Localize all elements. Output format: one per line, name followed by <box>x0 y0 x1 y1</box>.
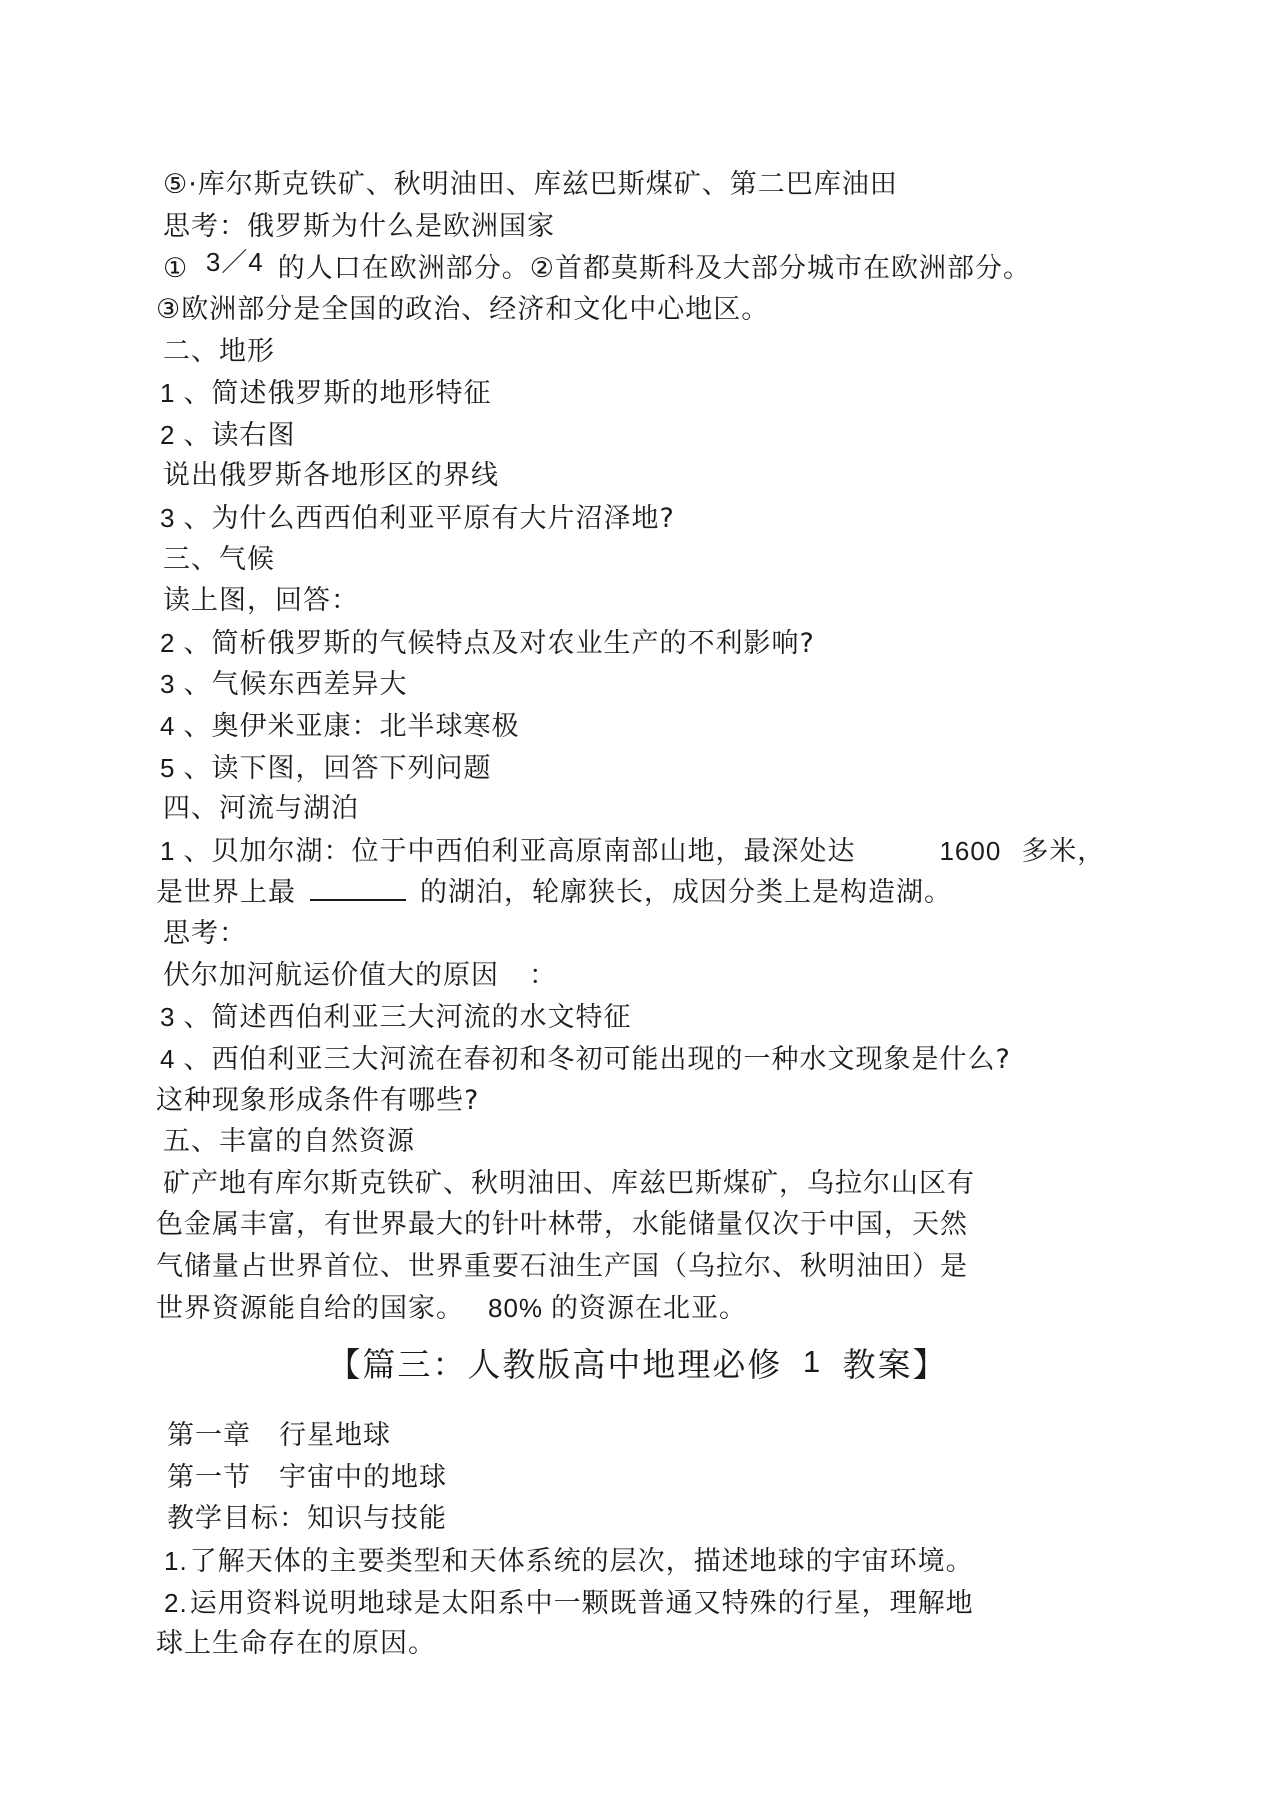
heading-number: 1 <box>802 1344 823 1379</box>
text-line <box>163 247 1031 286</box>
text: 三、气候 <box>163 544 275 575</box>
text: 是世界上最 <box>156 877 296 908</box>
section-heading <box>163 335 275 369</box>
text-line <box>160 751 491 786</box>
text: ： <box>529 960 557 991</box>
text: 的人口在欧洲部分。②首都莫斯科及大部分城市在欧洲部分。 <box>277 253 1031 284</box>
text-line <box>160 1000 631 1035</box>
item-number: 2. <box>164 1588 188 1618</box>
text: 球上生命存在的原因。 <box>156 1628 436 1659</box>
text-line <box>160 376 491 411</box>
text: 、为什么西西伯利亚平原有大片沼泽地? <box>183 503 675 534</box>
text-line <box>163 1167 975 1201</box>
text: 第一章 行星地球 <box>167 1420 391 1451</box>
item-number: 1 <box>160 378 176 408</box>
text: 、简述西伯利亚三大河流的水文特征 <box>183 1002 632 1033</box>
text: 说出俄罗斯各地形区的界线 <box>163 460 499 491</box>
text: 世界资源能自给的国家。 <box>156 1293 464 1324</box>
item-number: 5 <box>160 753 176 783</box>
text: 、简述俄罗斯的地形特征 <box>183 378 492 409</box>
text: 教学目标：知识与技能 <box>167 1503 447 1534</box>
text-line <box>160 1042 1011 1077</box>
text-line <box>164 1586 974 1621</box>
text: 气储量占世界首位、世界重要石油生产国（乌拉尔、秋明油田）是 <box>156 1251 968 1282</box>
text-line <box>163 168 898 202</box>
item-number: 4 <box>160 1044 176 1074</box>
item-number: 2 <box>160 420 176 450</box>
fill-blank <box>310 877 406 901</box>
item-number: 1 <box>160 836 176 866</box>
item-number: 2 <box>160 628 176 658</box>
text: 的资源在北亚。 <box>551 1293 748 1324</box>
text: 二、地形 <box>163 336 275 367</box>
text: 、读下图，回答下列问题 <box>183 753 492 784</box>
text-line <box>167 1502 447 1536</box>
text: 五、丰富的自然资源 <box>163 1126 415 1157</box>
text-line <box>156 1250 968 1284</box>
text-line <box>163 917 247 951</box>
text-line <box>156 1627 436 1661</box>
item-number: 3 <box>160 503 176 533</box>
text-line <box>164 1544 974 1579</box>
text-line <box>156 1291 747 1326</box>
item-number: 3 <box>160 1002 176 1032</box>
text-line <box>156 293 769 327</box>
text: 多米， <box>1021 836 1106 867</box>
section-title <box>167 1461 447 1495</box>
section-heading <box>163 792 359 826</box>
item-number: 4 <box>160 711 176 741</box>
text-line <box>160 418 295 453</box>
text: ③欧洲部分是全国的政治、经济和文化中心地区。 <box>156 294 770 325</box>
item-number: 3 <box>160 669 176 699</box>
text: ① <box>163 253 189 284</box>
text-line <box>160 709 519 744</box>
text-line <box>163 210 555 244</box>
text-line <box>160 501 675 536</box>
text: ⑤·库尔斯克铁矿、秋明油田、库兹巴斯煤矿、第二巴库油田 <box>163 169 898 200</box>
text-line <box>163 584 359 618</box>
text: 这种现象形成条件有哪些? <box>156 1085 480 1116</box>
heading-text: 【篇三：人教版高中地理必修 <box>327 1345 783 1384</box>
text: 、简析俄罗斯的气候特点及对农业生产的不利影响? <box>183 628 815 659</box>
heading-text: 教案】 <box>842 1345 948 1384</box>
text: 思考： <box>163 918 247 949</box>
text: 、西伯利亚三大河流在春初和冬初可能出现的一种水文现象是什么? <box>183 1044 1011 1075</box>
text-line <box>156 876 952 910</box>
text: 、贝加尔湖：位于中西伯利亚高原南部山地，最深处达 <box>183 836 856 867</box>
text: 、奥伊米亚康：北半球寒极 <box>183 711 520 742</box>
text-line <box>156 1084 479 1118</box>
section-heading <box>163 543 275 577</box>
text: 运用资料说明地球是太阳系中一颗既普通又特殊的行星，理解地 <box>189 1588 974 1619</box>
chapter-heading <box>0 1344 1275 1387</box>
section-heading <box>163 1125 415 1159</box>
text-line <box>163 959 557 993</box>
text-line <box>160 626 815 661</box>
text: 色金属丰富，有世界最大的针叶林带，水能储量仅次于中国，天然 <box>156 1209 968 1240</box>
chapter-title <box>167 1419 391 1453</box>
text: 、读右图 <box>183 420 296 451</box>
text: 四、河流与湖泊 <box>163 793 359 824</box>
depth-number: 1600 <box>939 836 1002 866</box>
text: 伏尔加河航运价值大的原因 <box>163 960 499 991</box>
text: 的湖泊，轮廓狭长，成因分类上是构造湖。 <box>420 877 952 908</box>
text: 第一节 宇宙中的地球 <box>167 1462 447 1493</box>
text-line <box>156 1208 968 1242</box>
text: 读上图，回答： <box>163 585 359 616</box>
text: 矿产地有库尔斯克铁矿、秋明油田、库兹巴斯煤矿，乌拉尔山区有 <box>163 1168 975 1199</box>
item-number: 1. <box>164 1546 188 1576</box>
text-line <box>160 667 407 702</box>
text: 、气候东西差异大 <box>183 669 408 700</box>
text: 了解天体的主要类型和天体系统的层次，描述地球的宇宙环境。 <box>189 1546 974 1577</box>
text-line <box>160 834 1105 869</box>
text-line <box>163 459 499 493</box>
fraction-number: 3／4 <box>205 247 264 277</box>
text: 思考：俄罗斯为什么是欧洲国家 <box>163 211 555 242</box>
percent-number: 80% <box>488 1293 544 1323</box>
